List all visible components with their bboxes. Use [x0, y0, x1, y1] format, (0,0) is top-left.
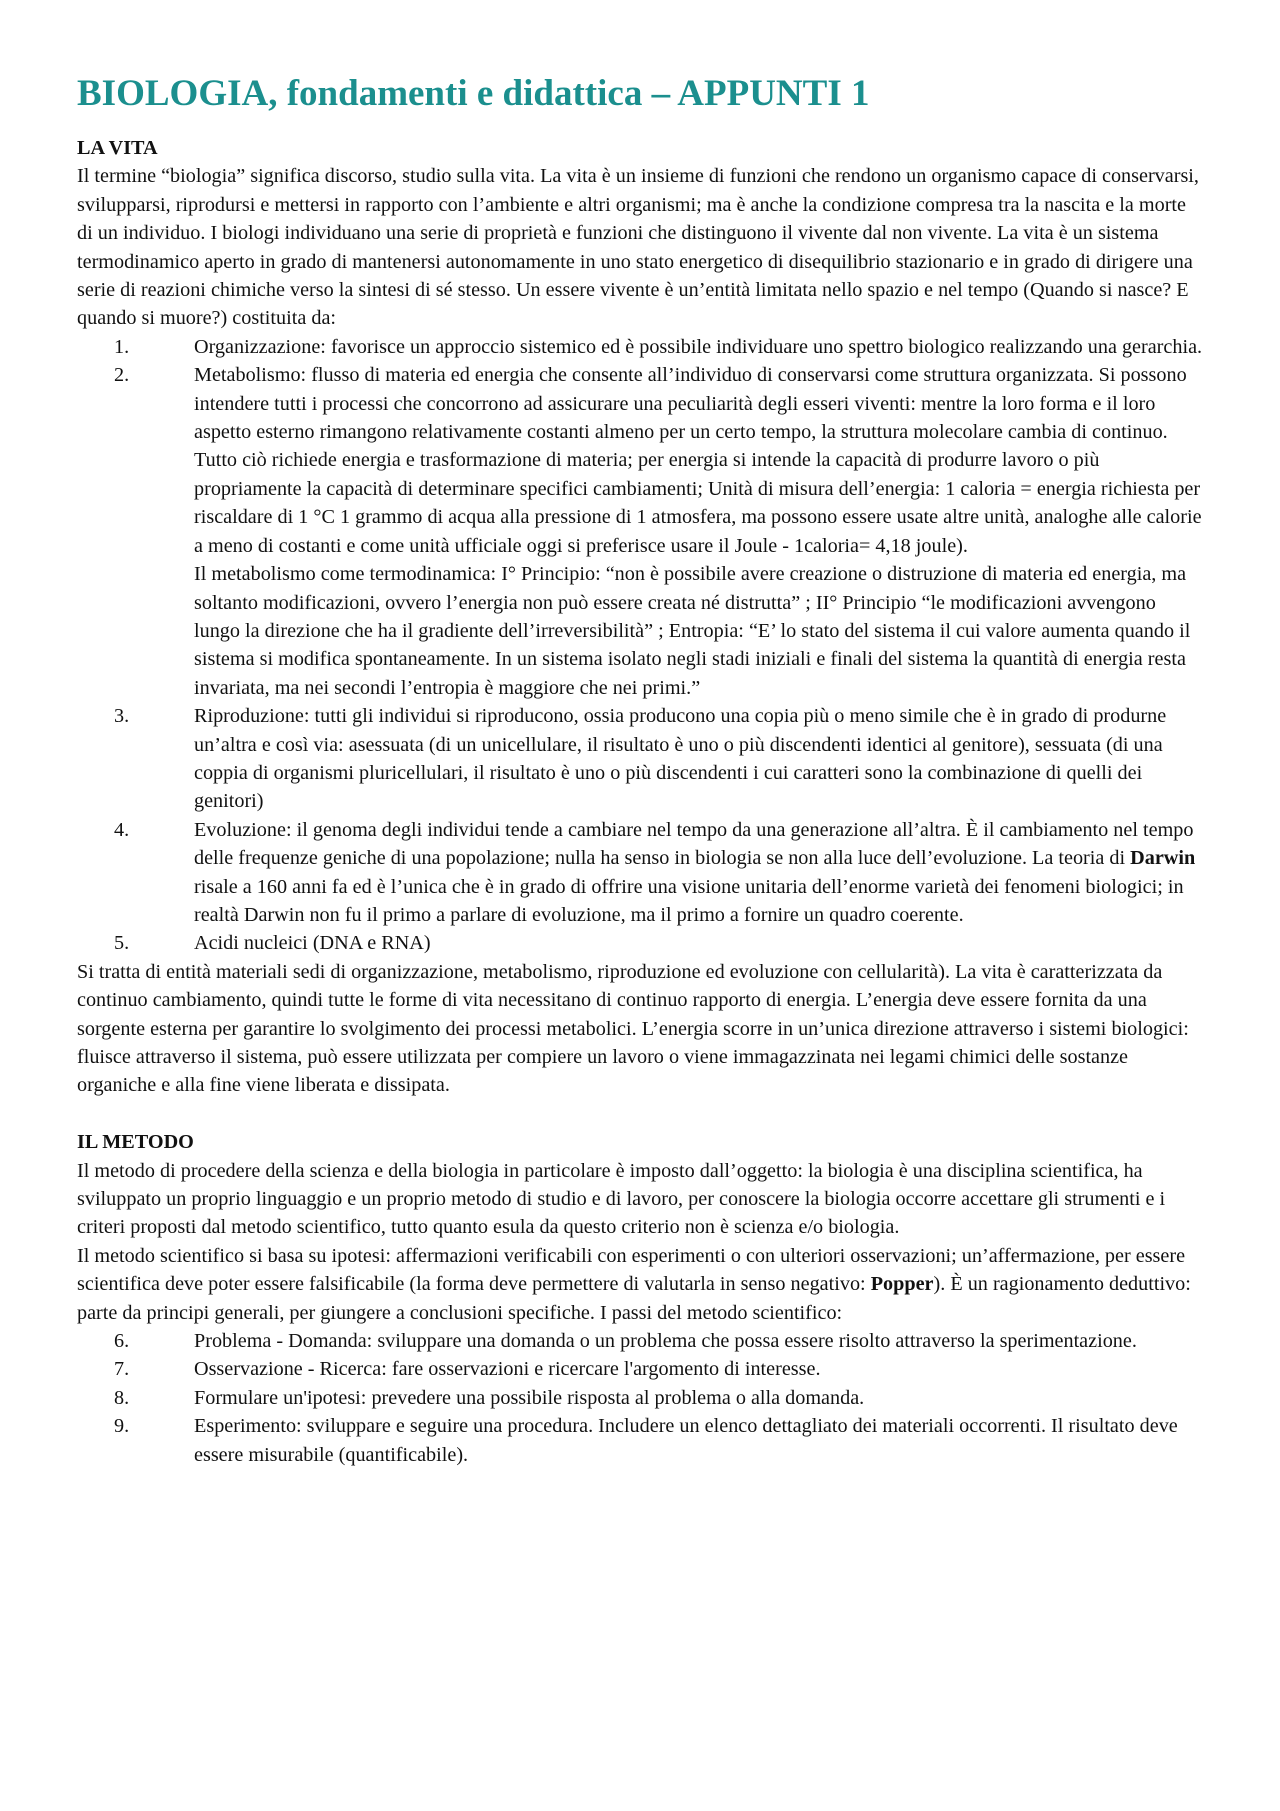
list-item-number: 4.: [114, 818, 130, 841]
list-item-extra-text: Il metabolismo come termodinamica: I° Principio: “non è possibile avere creazione o distruzione di materia ed energia, ma soltanto modificazioni, ovvero l’energia non può essere creata né distrutta” ; II° Principio “le modificazioni avvengono lungo la direzione che ha il gradiente dell’irreversibilità” ; Entropia: “E’ lo stato del sistema il cui valore aumenta quando il sistema si modifica spontaneamente. In un sistema isolato negli stadi iniziali e finali del sistema la quantità di energia resta invariata, ma nei secondi l’entropia è maggiore che nei primi.”: [194, 563, 1191, 699]
section-la-vita: [77, 134, 1204, 1100]
list-item-number: 5.: [114, 932, 130, 955]
list-item-text: Organizzazione: favorisce un approccio sistemico ed è possibile individuare uno spettro biologico realizzando una gerarchia.: [194, 335, 1203, 358]
list-item: [77, 929, 1204, 957]
list-item-number: 6.: [114, 1330, 130, 1353]
list-item-text: Esperimento: sviluppare e seguire una procedura. Includere un elenco dettagliato dei materiali occorrenti. Il risultato deve essere misurabile (quantificabile).: [194, 1415, 1178, 1466]
list-item: [77, 1355, 1204, 1383]
list-item-text: Problema - Domanda: sviluppare una domanda o un problema che possa essere risolto attraverso la sperimentazione.: [194, 1330, 1137, 1353]
list-item-text: Acidi nucleici (DNA e RNA): [194, 932, 431, 955]
list-item-number: 8.: [114, 1386, 130, 1409]
list-item-text: Metabolismo: flusso di materia ed energia che consente all’individuo di conservarsi come struttura organizzata. Si possono intendere tutti i processi che concorrono ad assicurare una peculiarità degli esseri viventi: mentre la loro forma e il loro aspetto esterno rimangono relativamente costanti almeno per un certo tempo, la struttura molecolare cambia di continuo. Tutto ciò richiede energia e trasformazione di materia; per energia si intende la capacità di produrre lavoro o più propriamente la capacità di determinare specifici cambiamenti; Unità di misura dell’energia: 1 caloria = energia richiesta per riscaldare di 1 °C 1 grammo di acqua alla pressione di 1 atmosfera, ma possono essere usate altre unità, analoghe alle calorie a meno di costanti e come unità ufficiale oggi si preferisce usare il Joule - 1caloria= 4,18 joule).: [194, 364, 1202, 557]
section-heading-metodo: IL METODO: [77, 1131, 194, 1154]
list-item: [77, 816, 1204, 930]
section-heading-vita: LA VITA: [77, 137, 158, 159]
popper-name: Popper: [870, 1273, 934, 1296]
metodo-steps-list: [77, 1327, 1204, 1469]
vita-outro-paragraph: Si tratta di entità materiali sedi di organizzazione, metabolismo, riproduzione ed evoluzione con cellularità). La vita è caratterizzata da continuo cambiamento, quindi tutte le forme di vita necessitano di continuo rapporto di energia. L’energia deve essere fornita da una sorgente esterna per garantire lo svolgimento dei processi metabolici. L’energia scorre in un’unica direzione attraverso i sistemi biologici: fluisce attraverso il sistema, può essere utilizzata per compiere un lavoro o viene immagazzinata nei legami chimici delle sostanze organiche e alla fine viene liberata e dissipata.: [77, 960, 1189, 1097]
list-item: [77, 1384, 1204, 1412]
darwin-name: Darwin: [1130, 847, 1196, 870]
list-item-number: 2.: [114, 364, 130, 387]
list-item: [77, 333, 1204, 361]
list-item: [77, 361, 1204, 702]
metodo-paragraph-1: Il metodo di procedere della scienza e della biologia in particolare è imposto dall’oggetto: la biologia è una disciplina scientifica, ha sviluppato un proprio linguaggio e un proprio metodo di studio e di lavoro, per conoscere la biologia occorre accettare gli strumenti e i criteri proposti dal metodo scientifico, tutto quanto esula da questo criterio non è scienza e/o biologia.: [77, 1159, 1166, 1239]
list-item-text: Formulare un'ipotesi: prevedere una possibile risposta al problema o alla domanda.: [194, 1386, 865, 1409]
document-title: BIOLOGIA, fondamenti e didattica – APPUNTI 1: [77, 73, 870, 114]
list-item-text: Evoluzione: il genoma degli individui tende a cambiare nel tempo da una generazione all’altra. È il cambiamento nel tempo delle frequenze geniche di una popolazione; nulla ha senso in biologia se non alla luce dell’evoluzione. La teoria di: [194, 818, 1194, 870]
list-item-text: Riproduzione: tutti gli individui si riproducono, ossia producono una copia più o meno simile che è in grado di produrne un’altra e così via: asessuata (di un unicellulare, il risultato è uno o più discendenti identici al genitore), sessuata (di una coppia di organismi pluricellulari, il risultato è uno o più discendenti i cui caratteri sono la combinazione di quelli dei genitori): [194, 705, 1167, 813]
list-item-number: 9.: [114, 1415, 130, 1438]
list-item-text-continued: risale a 160 anni fa ed è l’unica che è in grado di offrire una visione unitaria dell’enorme varietà dei fenomeni biologici; in realtà Darwin non fu il primo a parlare di evoluzione, ma il primo a fornire un quadro coerente.: [194, 875, 1184, 926]
metodo-paragraph-2: [77, 1242, 1204, 1327]
metodo-paragraph-2-continued: ). È un ragionamento deduttivo: parte da principi generali, per giungere a conclusioni specifiche. I passi del metodo scientifico:: [77, 1273, 1191, 1324]
metodo-paragraph-2-text: Il metodo scientifico si basa su ipotesi: affermazioni verificabili con esperimenti o con ulteriori osservazioni; un’affermazione, per essere scientifica deve poter essere falsificabile (la forma deve permettere di valutarla in senso negativo:: [77, 1244, 1186, 1296]
list-item-number: 7.: [114, 1358, 130, 1381]
vita-intro-paragraph: Il termine “biologia” significa discorso, studio sulla vita. La vita è un insieme di funzioni che rendono un organismo capace di conservarsi, svilupparsi, riprodursi e mettersi in rapporto con l’ambiente e altri organismi; ma è anche la condizione compresa tra la nascita e la morte di un individuo. I biologi individuano una serie di proprietà e funzioni che distinguono il vivente dal non vivente. La vita è un sistema termodinamico aperto in grado di mantenersi autonomamente in uno stato energetico di disequilibrio stazionario e in grado di dirigere una serie di reazioni chimiche verso la sintesi di sé stesso. Un essere vivente è un’entità limitata nello spazio e nel tempo (Quando si nasce? E quando si muore?) costituita da:: [77, 165, 1199, 330]
list-item: [77, 702, 1204, 816]
list-item: [77, 1327, 1204, 1355]
list-item-number: 3.: [114, 705, 130, 728]
list-item-text: Osservazione - Ricerca: fare osservazioni e ricercare l'argomento di interesse.: [194, 1358, 821, 1381]
list-item-number: 1.: [114, 335, 130, 358]
vita-properties-list: [77, 333, 1204, 958]
list-item: [77, 1412, 1204, 1469]
section-il-metodo: [77, 1128, 1204, 1469]
